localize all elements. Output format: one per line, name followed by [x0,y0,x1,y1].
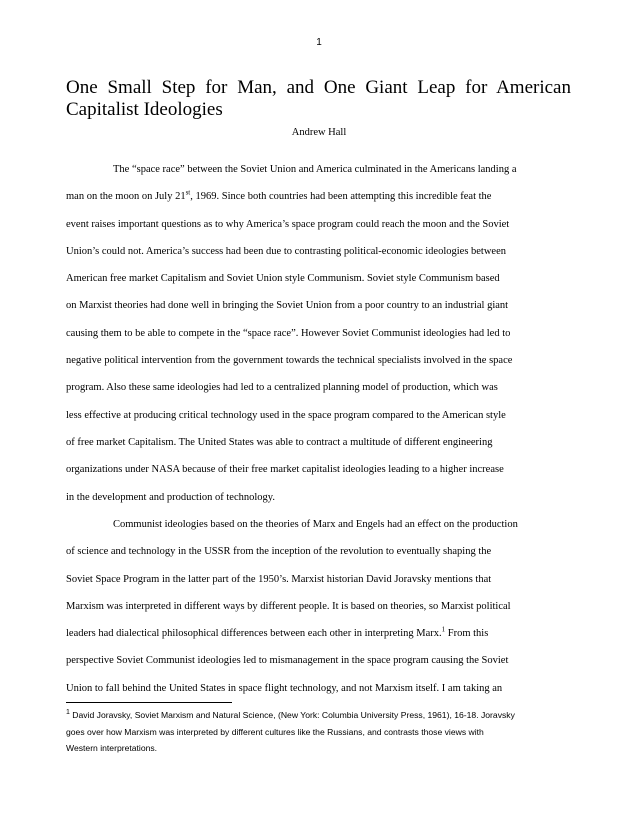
footnote-line [66,707,571,724]
document-title: One Small Step for Man, and One Giant Leap for American Capitalist Ideologies [66,77,571,120]
paragraph-line: perspective Soviet Communist ideologies led to mismanagement in the space program causing the Soviet [66,655,509,667]
line-text: man on the moon on July 21 [66,191,186,203]
author-name: Andrew Hall [291,127,347,138]
footnote-divider [66,702,232,703]
paragraph-1 [66,156,571,511]
footnote [66,707,571,757]
paragraph-line: organizations under NASA because of their free market capitalist ideologies leading to a higher increase [66,464,504,476]
paragraph-line: causing them to be able to compete in the “space race”. However Soviet Communist ideologies had led to [66,327,511,339]
paragraph-line [66,620,571,647]
paragraph-line: American free market Capitalism and Soviet Union style Communism. Soviet style Communism based [66,273,500,285]
paragraph-line: negative political intervention from the government towards the technical specialists involved in the space [66,355,513,367]
paragraph-line: program. Also these same ideologies had led to a centralized planning model of production, which was [66,382,498,394]
ordinal-suffix: st [185,188,191,197]
footnote-reference[interactable]: 1 [441,625,446,634]
paragraph-line: Communist ideologies based on the theories of Marx and Engels had an effect on the production [113,519,518,530]
footnote-line: goes over how Marxism was interpreted by different cultures like the Russians, and contrasts those views with [66,726,484,737]
line-text: From this [445,628,489,640]
paragraph-line: Union to fall behind the United States in space flight technology, and not Marxism itself. I am taking an [66,682,503,694]
paragraph-line: less effective at producing critical technology used in the space program compared to the American style [66,409,506,421]
page-number: 1 [316,37,322,48]
line-text: , 1969. Since both countries had been attempting this incredible feat the [190,191,492,203]
paragraph-line: Union’s could not. America’s success had been due to contrasting political-economic ideologies between [66,245,507,257]
footnote-line: Western interpretations. [66,743,158,753]
line-text: leaders had dialectical philosophical differences between each other in interpreting Marx. [66,628,442,640]
paragraph-line: of science and technology in the USSR from the inception of the revolution to eventually shaping the [66,546,492,558]
paragraph-line: The “space race” between the Soviet Union and America culminated in the Americans landing a [113,164,517,175]
paragraph-line [66,183,571,210]
paragraph-line: of free market Capitalism. The United States was able to contract a multitude of different engineering [66,436,493,448]
paragraph-line: in the development and production of technology. [66,491,275,503]
paragraph-2 [66,511,571,702]
paragraph-line: Soviet Space Program in the latter part of the 1950’s. Marxist historian David Joravsky mentions that [66,573,492,585]
footnote-marker: 1 [66,709,70,717]
paragraph-line: event raises important questions as to why America’s space program could reach the moon and the Soviet [66,218,510,230]
footnote-text: David Joravsky, Soviet Marxism and Natural Science, (New York: Columbia University Press, 1961), 16-18. Joravsky [69,710,515,720]
paragraph-line: Marxism was interpreted in different ways by different people. It is based on theories, so Marxist political [66,600,511,612]
paragraph-line: on Marxist theories had done well in bringing the Soviet Union from a poor country to an industrial giant [66,300,509,312]
